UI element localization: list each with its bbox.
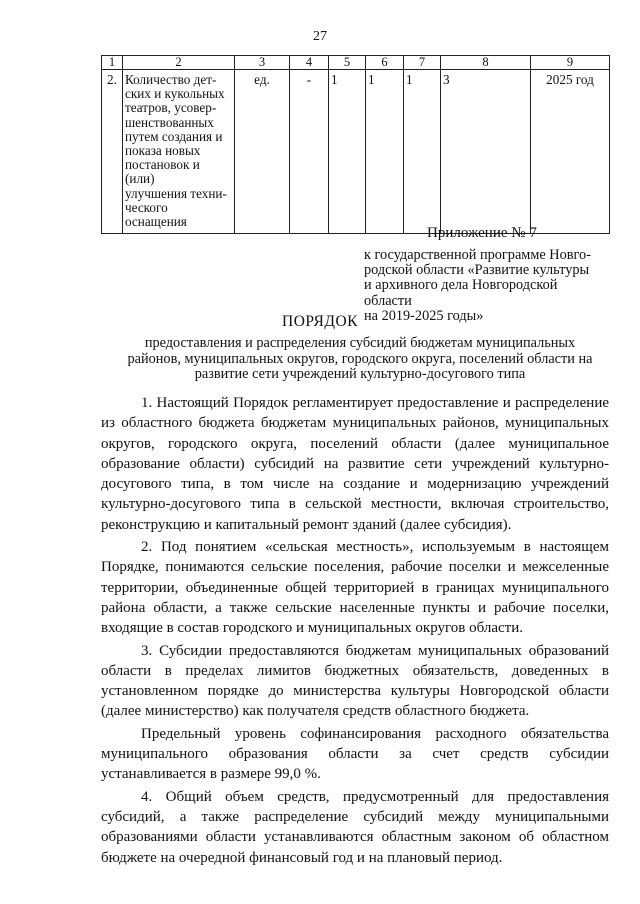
value-cell: 1 (366, 70, 404, 234)
appendix-reference-line: к государственной программе Новго- (364, 247, 591, 263)
table-header-cell: 3 (235, 56, 290, 70)
document-subtitle-line: развитие сети учреждений культурно-досугового типа (194, 366, 526, 382)
indicator-name-line: улучшения техни- (125, 185, 227, 201)
indicator-name-line: Количество дет- (125, 72, 217, 87)
indicator-name-line: ских и кукольных (125, 86, 225, 102)
table-header-cell: 6 (366, 56, 404, 70)
document-body (101, 393, 609, 868)
appendix-reference-line: на 2019-2025 годы» (364, 307, 484, 324)
table-header-row (102, 56, 610, 70)
paragraph: 1. Настоящий Порядок регламентирует предоставление и распределение из областного бюджета бюджетам муниципальных районов, муниципальных округов, городского округа, поселений области (далее муниципальное образование области) субсидий на развитие сети учреждений культурно-досугового типа, в том числе на создание и модернизацию учреждений культурно-досугового типа в сельской местности, включая строительство, реконструкцию и капитальный ремонт зданий (далее субсидия). (101, 395, 609, 533)
value-cell: 1 (329, 70, 366, 234)
page-number: 27 (313, 29, 327, 44)
document-subtitle (110, 336, 610, 383)
row-number: 2. (102, 70, 123, 234)
table-header-cell: 7 (404, 56, 441, 70)
indicator-name-line: театров, усовер- (125, 100, 217, 116)
table-header-cell: 8 (441, 56, 531, 70)
document-title: ПОРЯДОК (282, 313, 358, 330)
indicator-name-line: путем создания и (125, 128, 223, 144)
table-header-cell: 4 (290, 56, 329, 70)
indicator-name (123, 70, 235, 234)
paragraph: 3. Субсидии предоставляются бюджетам муниципальных образований области в пределах лимитов бюджетных обязательств, доведенных в установленном порядке до министерства культуры Новгородской области (далее министерство) как получателя средств областного бюджета. (101, 642, 609, 720)
table-header-cell: 5 (329, 56, 366, 70)
table-header-cell: 1 (102, 56, 123, 70)
paragraph: 4. Общий объем средств, предусмотренный для предоставления субсидий, а также распределение субсидий между муниципальными образованиями области устанавливаются областным законом об областном бюджете на очередной финансовый год и на плановый период. (101, 788, 609, 866)
table-header-cell: 9 (531, 56, 610, 70)
paragraph: Предельный уровень софинансирования расходного обязательства муниципального образования области за счет средств субсидии устанавливается в размере 99,0 %. (101, 725, 609, 783)
indicator-name-line: ческого оснащения (125, 199, 187, 230)
deadline-cell: 2025 год (531, 70, 610, 234)
unit-cell: ед. (235, 70, 290, 234)
table-row (102, 70, 610, 234)
indicator-name-line: постановок и (или) (125, 157, 200, 187)
indicator-name-line: шенствованных (125, 114, 214, 130)
indicator-name-line: показа новых (125, 143, 201, 159)
value-cell: - (290, 70, 329, 234)
value-cell: 3 (441, 70, 531, 234)
appendix-reference-line: и архивного дела Новгородской области (364, 277, 558, 309)
document-subtitle-line: районов, муниципальных округов, городского округа, поселений области на (127, 350, 593, 367)
paragraph: 2. Под понятием «сельская местность», используемым в настоящем Порядке, понимаются сельские поселения, рабочие поселки и межселенные территории, объединенные общей территорией в границах муниципального района области, а также сельские населенные пункты и рабочие поселки, входящие в состав городского и муниципальных округов области. (101, 539, 609, 637)
indicator-table (101, 55, 610, 234)
value-cell: 1 (404, 70, 441, 234)
appendix-reference-line: родской области «Развитие культуры (364, 262, 590, 279)
document-subtitle-line: предоставления и распределения субсидий бюджетам муниципальных (144, 335, 576, 351)
table-header-cell: 2 (123, 56, 235, 70)
appendix-title: Приложение № 7 (427, 225, 537, 241)
